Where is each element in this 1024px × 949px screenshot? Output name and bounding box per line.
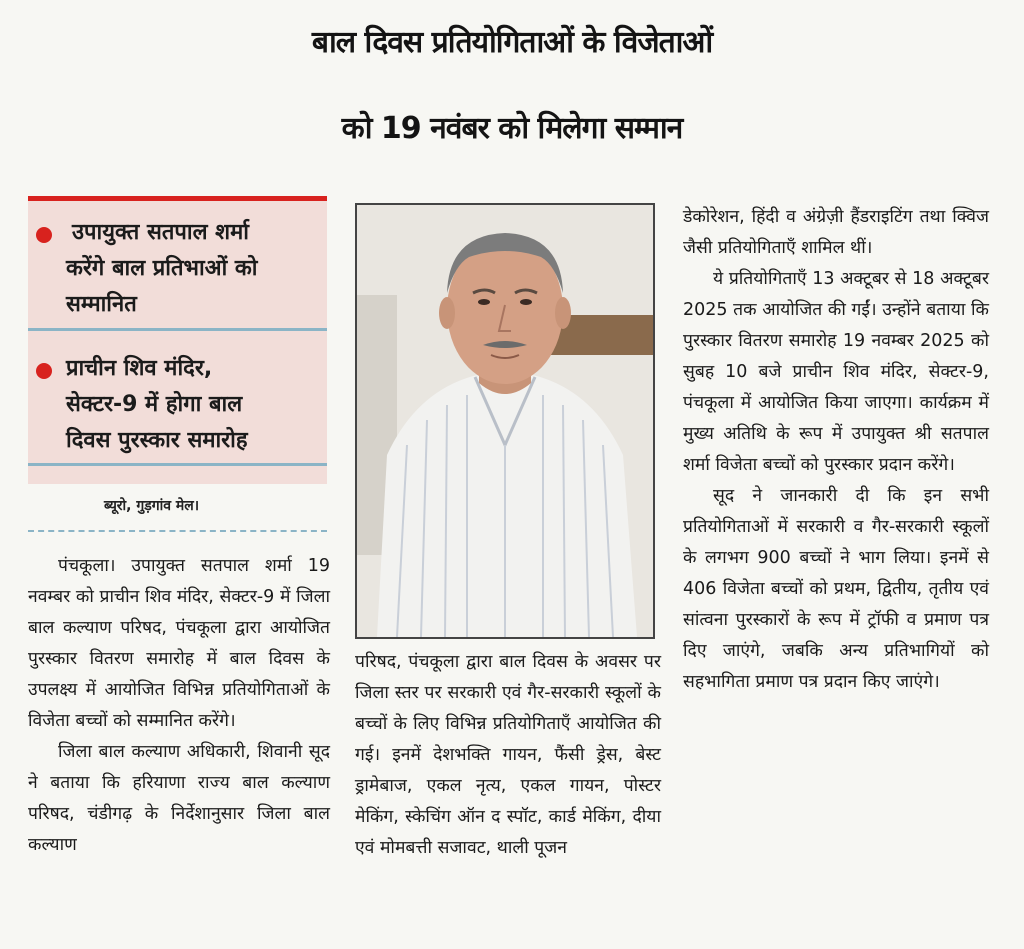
paragraph: जिला बाल कल्याण अधिकारी, शिवानी सूद ने बताया कि हरियाणा राज्य बाल कल्याण परिषद, चंडीगढ़ के निर्देशानुसार जिला बाल कल्याण: [28, 742, 330, 855]
byline-divider: [28, 530, 327, 534]
portrait-illustration: [357, 205, 653, 637]
highlight-line: प्राचीन शिव मंदिर,: [66, 356, 213, 381]
paragraph: परिषद, पंचकूला द्वारा बाल दिवस के अवसर पर जिला स्तर पर सरकारी एवं गैर-सरकारी स्कूलों के बच्चों के लिए विभिन्न प्रतियोगिताएँ आयोजित की गई। इनमें देशभक्ति गायन, फैंसी ड्रेस, बेस्ट ड्रामेबाज, एकल नृत्य, एकल गायन, पोस्टर मेकिंग, स्केचिंग ऑन द स्पॉट, कार्ड मेकिंग, दीया एवं मोमबत्ती सजावट, थाली पूजन: [355, 652, 661, 858]
highlight-line: सेक्टर-9 में होगा बाल: [66, 392, 243, 417]
article-column-3: [683, 202, 989, 698]
paragraph: ये प्रतियोगिताएँ 13 अक्टूबर से 18 अक्टूबर 2025 तक आयोजित की गईं। उन्होंने बताया कि पुरस्कार वितरण समारोह 19 नवम्बर 2025 को सुबह 10 बजे प्राचीन शिव मंदिर, सेक्टर-9, पंचकूला में आयोजित किया जाएगा। कार्यक्रम में मुख्य अतिथि के रूप में उपायुक्त श्री सतपाल शर्मा विजेता बच्चों को पुरस्कार प्रदान करेंगे।: [683, 269, 989, 475]
portrait-photo: [355, 203, 655, 639]
bullet-icon: [36, 363, 52, 379]
paragraph: पंचकूला। उपायुक्त सतपाल शर्मा 19 नवम्बर को प्राचीन शिव मंदिर, सेक्टर-9 में जिला बाल कल्याण परिषद, पंचकूला द्वारा आयोजित पुरस्कार वितरण समारोह में बाल दिवस के उपलक्ष्य में आयोजित विभिन्न प्रतियोगिताओं के विजेता बच्चों को सम्मानित करेंगे।: [28, 556, 330, 731]
highlight-line: सम्मानित: [66, 292, 137, 317]
article-column-2: [355, 647, 661, 864]
highlight-divider: [28, 328, 327, 331]
paragraph: सूद ने जानकारी दी कि इन सभी प्रतियोगिताओं में सरकारी व गैर-सरकारी स्कूलों के लगभग 900 बच्चों ने भाग लिया। इनमें से 406 विजेता बच्चों को प्रथम, द्वितीय, तृतीय एवं सांत्वना पुरस्कारों के रूप में ट्रॉफी व प्रमाण पत्र दिए जाएंगे, जबकि अन्य प्रतिभागियों को सहभागिता प्रमाण पत्र प्रदान किए जाएंगे।: [683, 486, 989, 692]
bullet-icon: [36, 227, 52, 243]
headline-line-2: को 19 नवंबर को मिलेगा सम्मान: [341, 111, 683, 146]
highlight-line: करेंगे बाल प्रतिभाओं को: [66, 256, 258, 281]
paragraph: डेकोरेशन, हिंदी व अंग्रेज़ी हैंडराइटिंग तथा क्विज जैसी प्रतियोगिताएँ शामिल थीं।: [683, 207, 989, 258]
highlight-line: उपायुक्त सतपाल शर्मा: [72, 220, 249, 245]
highlight-divider: [28, 463, 327, 466]
article-column-1: [28, 551, 330, 861]
highlight-line: दिवस पुरस्कार समारोह: [66, 428, 248, 453]
headline-line-1: बाल दिवस प्रतियोगिताओं के विजेताओं: [311, 25, 713, 60]
highlights-box: [28, 196, 327, 484]
byline: ब्यूरो, गुड़गांव मेल।: [104, 498, 200, 514]
